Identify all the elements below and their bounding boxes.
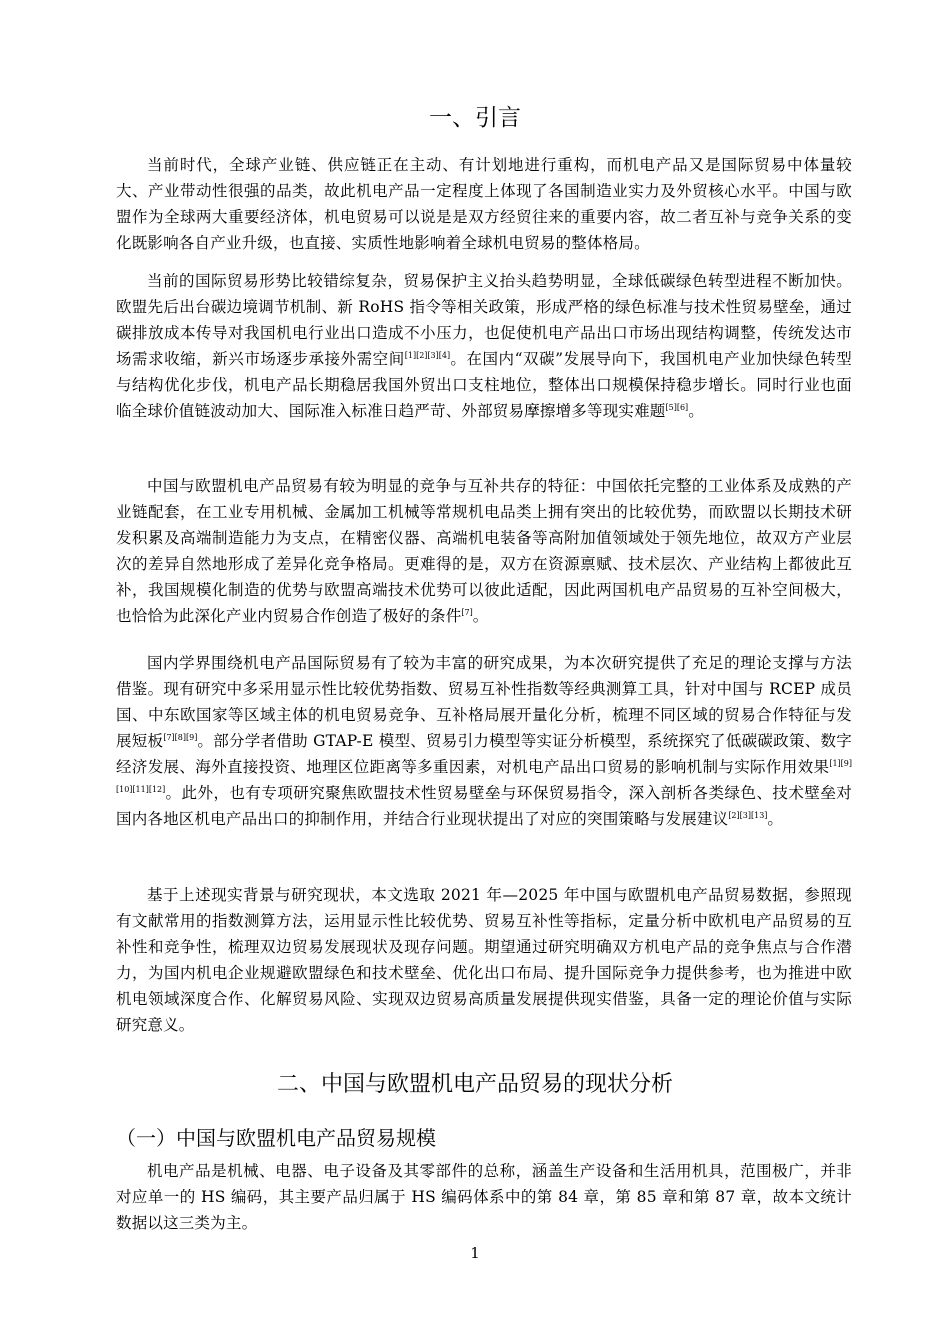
paragraph-text: 当前时代，全球产业链、供应链正在主动、有计划地进行重构，而机电产品又是国际贸易中体量较大、产业带动性很强的品类，故此机电产品一定程度上体现了各国制造业实力及外贸核心水平。中国与欧盟作为全球两大重要经济体，机电贸易可以说是是双方经贸往来的重要内容，故二者互补与竞争关系的变化既影响各自产业升级，也直接、实质性地影响着全球机电贸易的整体格局。 <box>116 156 852 252</box>
paragraph-text: 当前的国际贸易形势比较错综复杂，贸易保护主义抬头趋势明显，全球低碳绿色转型进程不断加快。欧盟先后出台碳边境调节机制、新 RoHS 指令等相关政策，形成严格的绿色标准与技术性贸易壁垒，通过碳排放成本传导对我国机电行业出口造成不小压力，也促使机电产品出口市场出现结构调整，传统发达市场需求收缩，新兴市场逐步承接外需空间 <box>116 272 852 368</box>
citation-ref: [7][8][9] <box>163 733 198 742</box>
citation-ref: [5][6] <box>665 403 689 412</box>
paragraph-trade-scale-1 <box>116 1158 852 1236</box>
page-number: 1 <box>470 1244 480 1262</box>
citation-ref: [1][2][3][4] <box>404 351 451 360</box>
citation-ref: [2][3][13] <box>728 811 768 820</box>
section-heading-status-analysis: 二、中国与欧盟机电产品贸易的现状分析 <box>276 1072 673 1097</box>
citation-ref: [7] <box>461 608 473 617</box>
subsection-heading-trade-scale: （一）中国与欧盟机电产品贸易规模 <box>116 1126 436 1150</box>
paragraph-text: 。 <box>688 402 704 420</box>
paragraph-text: 。部分学者借助 GTAP-E 模型、贸易引力模型等实证分析模型，系统探究了低碳碳政策、数字经济发展、海外直接投资、地理区位距离等多重因素，对机电产品出口贸易的影响机制与实际作用效果 <box>116 732 852 776</box>
paragraph-text: 。此外，也有专项研究聚焦欧盟技术性贸易壁垒与环保贸易指令，深入剖析各类绿色、技术壁垒对国内各地区机电产品出口的抑制作用，并结合行业现状提出了对应的突围策略与发展建议 <box>116 784 852 828</box>
paragraph-text: 。 <box>472 607 489 625</box>
paragraph-text: 机电产品是机械、电器、电子设备及其零部件的总称，涵盖生产设备和生活用机具，范围极广，并非对应单一的 HS 编码，其主要产品归属于 HS 编码体系中的第 84 章，第 85 章和第 87 章，故本文统计数据以这三类为主。 <box>116 1162 852 1232</box>
citation-ref: [1][9][10][11][12] <box>116 759 852 794</box>
paragraph-intro-3 <box>116 473 852 629</box>
paragraph-text: 基于上述现实背景与研究现状，本文选取 2021 年—2025 年中国与欧盟机电产品贸易数据，参照现有文献常用的指数测算方法，运用显示性比较优势、贸易互补性等指标，定量分析中欧机电产品贸易的互补性和竞争性，梳理双边贸易发展现状及现存问题。期望通过研究明确双方机电产品的竞争焦点与合作潜力，为国内机电企业规避欧盟绿色和技术壁垒、优化出口布局、提升国际竞争力提供参考，也为推进中欧机电领域深度合作、化解贸易风险、实现双边贸易高质量发展提供现实借鉴，具备一定的理论价值与实际研究意义。 <box>116 886 852 1034</box>
section-heading-introduction: 一、引言 <box>429 105 521 131</box>
paragraph-text: 。 <box>767 810 784 828</box>
paragraph-intro-2 <box>116 268 852 424</box>
paragraph-intro-5 <box>116 882 852 1038</box>
paragraph-intro-4 <box>116 650 852 832</box>
paragraph-text: 国内学界围绕机电产品国际贸易有了较为丰富的研究成果，为本次研究提供了充足的理论支撑与方法借鉴。现有研究中多采用显示性比较优势指数、贸易互补性指数等经典测算工具，针对中国与 RCEP 成员国、中东欧国家等区域主体的机电贸易竞争、互补格局展开量化分析，梳理不同区域的贸易合作特征与发展短板 <box>116 654 852 750</box>
paragraph-text: 中国与欧盟机电产品贸易有较为明显的竞争与互补共存的特征：中国依托完整的工业体系及成熟的产业链配套，在工业专用机械、金属加工机械等常规机电品类上拥有突出的比较优势，而欧盟以长期技术研发积累及高端制造能力为支点，在精密仪器、高端机电装备等高附加值领域处于领先地位，故双方产业层次的差异自然地形成了差异化竞争格局。更难得的是，双方在资源禀赋、技术层次、产业结构上都彼此互补，我国规模化制造的优势与欧盟高端技术优势可以彼此适配，因此两国机电产品贸易的互补空间极大，也恰恰为此深化产业内贸易合作创造了极好的条件 <box>116 477 852 625</box>
paragraph-text: 。在国内“双碳”发展导向下，我国机电产业加快绿色转型与结构优化步伐，机电产品长期稳居我国外贸出口支柱地位，整体出口规模保持稳步增长。同时行业也面临全球价值链波动加大、国际准入标准日趋严苛、外部贸易摩擦增多等现实难题 <box>116 350 852 420</box>
paragraph-intro-1 <box>116 152 852 256</box>
